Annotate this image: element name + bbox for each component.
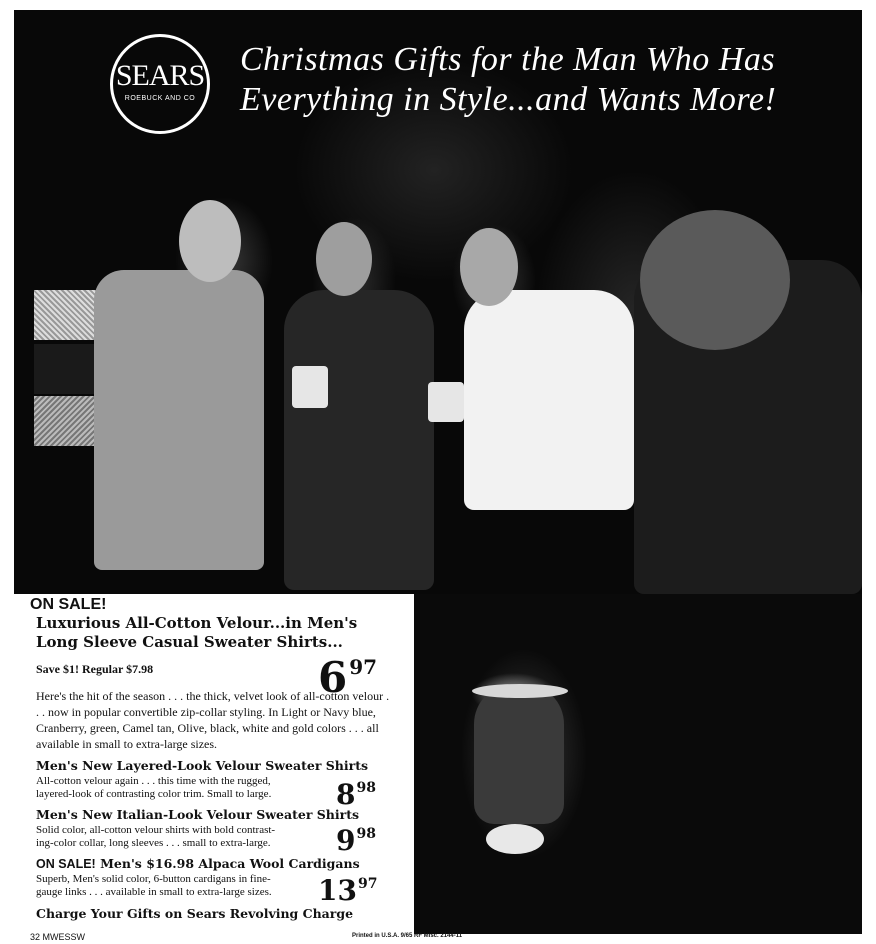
offer-title-cardigans bbox=[36, 856, 406, 871]
offer-price-italian-dollars: 9 bbox=[336, 824, 356, 857]
man-grey-cardigan bbox=[94, 270, 264, 570]
sears-logo bbox=[110, 34, 210, 134]
main-price-dollars: 6 bbox=[318, 653, 348, 702]
offer-price-italian-cents: 98 bbox=[356, 826, 376, 842]
offer-price-cardigans-cents: 97 bbox=[357, 876, 378, 892]
main-offer-description: Here's the hit of the season . . . the thick, velvet look of all-cotton velour . . . now in popular convertible zip-collar styling. In Light or Navy blue, Cranberry, green, Camel tan, Olive, black, white and gold colors . . . all available in small to extra-large sizes. bbox=[36, 689, 390, 751]
offer-desc-cardigans bbox=[36, 873, 316, 899]
mug-ornament bbox=[486, 824, 544, 854]
man-head-far-right bbox=[640, 210, 790, 350]
on-sale-label: ON SALE! bbox=[30, 596, 107, 613]
headline-line-2: Everything in Style...and Wants More! bbox=[240, 81, 777, 118]
offer-desc-italian-line-1: Solid color, all-cotton velour shirts with bold contrast- bbox=[36, 824, 276, 836]
sears-logo-word: SEARS bbox=[115, 59, 205, 92]
offer-price-layered-cents: 98 bbox=[356, 780, 376, 796]
offer-price-layered-dollars: 8 bbox=[336, 778, 356, 811]
main-offer-title-line-2: Long Sleeve Casual Sweater Shirts... bbox=[36, 633, 343, 651]
man-dark-sweater bbox=[284, 290, 434, 590]
held-mug bbox=[474, 684, 564, 824]
mug-left bbox=[292, 366, 328, 408]
mug-rim bbox=[472, 684, 568, 698]
offer-desc-cardigans-line-2: gauge links . . . available in small to extra-large sizes. bbox=[36, 886, 272, 898]
save-text: Save $1! Regular $7.98 bbox=[36, 662, 154, 676]
offer-desc-layered bbox=[36, 775, 316, 801]
offer-cardigans-sale-label: ON SALE! bbox=[36, 857, 96, 871]
offer-price-layered bbox=[336, 774, 376, 809]
offer-desc-italian-line-2: ing-color collar, long sleeves . . . small to extra-large. bbox=[36, 837, 271, 849]
main-offer-title-line-1: Luxurious All-Cotton Velour...in Men's bbox=[36, 614, 358, 632]
hero-photo bbox=[14, 10, 862, 594]
offer-title-italian: Men's New Italian-Look Velour Sweater Shirts bbox=[36, 807, 360, 822]
man-head-center bbox=[316, 222, 372, 296]
man-white-shirt bbox=[464, 290, 634, 510]
offer-desc-italian bbox=[36, 824, 316, 850]
footer-printed: Printed in U.S.A. 9/65 RF Misc. 2144-11 bbox=[352, 933, 463, 939]
sears-logo-subtitle: ROEBUCK AND CO bbox=[124, 95, 196, 102]
offer-cardigans-title-text: Men's $16.98 Alpaca Wool Cardigans bbox=[100, 856, 360, 871]
offer-price-cardigans bbox=[318, 870, 377, 905]
man-head-left bbox=[179, 200, 241, 282]
offer-desc-layered-line-2: layered-look of contrasting color trim. Small to large. bbox=[36, 788, 272, 800]
offer-desc-layered-line-1: All-cotton velour again . . . this time with the rugged, bbox=[36, 775, 271, 787]
offer-desc-cardigans-line-1: Superb, Men's solid color, 6-button cardigans in fine- bbox=[36, 873, 271, 885]
man-head-right bbox=[460, 228, 518, 306]
headline bbox=[240, 40, 862, 120]
offer-title-layered: Men's New Layered-Look Velour Sweater Shirts bbox=[36, 758, 369, 773]
mug-center bbox=[428, 382, 464, 422]
charge-line: Charge Your Gifts on Sears Revolving Charge bbox=[36, 906, 354, 921]
footer-code: 32 MWESSW bbox=[30, 932, 86, 942]
main-price-cents: 97 bbox=[349, 655, 378, 679]
offer-price-italian bbox=[336, 820, 376, 855]
mug-photo bbox=[414, 594, 862, 934]
offer-price-cardigans-dollars: 13 bbox=[318, 874, 357, 907]
headline-line-1: Christmas Gifts for the Man Who Has bbox=[240, 41, 776, 78]
